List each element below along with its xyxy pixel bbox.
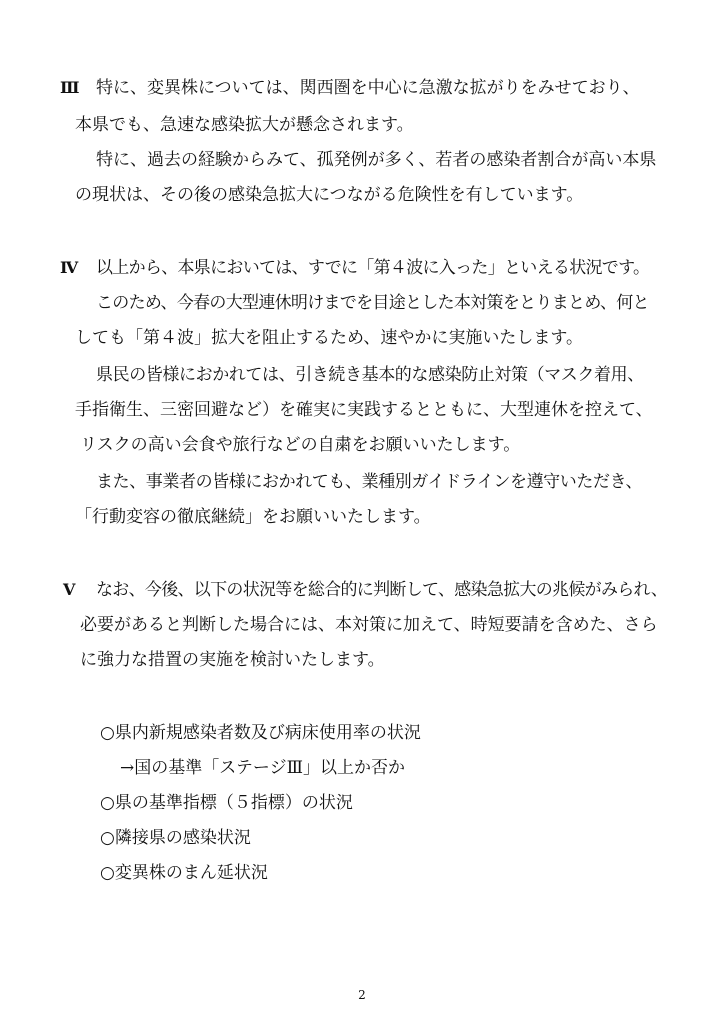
list-item: ○隣接県の感染状況 — [100, 828, 251, 848]
list-item: ○県の基準指標（５指標）の状況 — [100, 793, 353, 813]
list-sub-item: →国の基準「ステージⅢ」以上か否か — [120, 758, 405, 778]
paragraph-line: 手指衛生、三密回避など）を確実に実践するとともに、大型連休を控えて、 — [75, 400, 653, 420]
list-item: ○変異株のまん延状況 — [100, 863, 268, 883]
paragraph-line: このため、今春の大型連休明けまでを目途とした本対策をとりまとめ、何と — [96, 293, 649, 313]
paragraph-line: リスクの高い会食や旅行などの自粛をお願いいたします。 — [80, 435, 521, 455]
paragraph-line: 特に、変異株については、関西圏を中心に急激な拡がりをみせており、 — [96, 78, 640, 98]
paragraph-line: しても「第４波」拡大を阻止するため、速やかに実施いたします。 — [75, 328, 583, 348]
section-numeral: Ⅴ — [63, 580, 76, 599]
paragraph-line: 特に、過去の経験からみて、孤発例が多く、若者の感染者割合が高い本県 — [96, 150, 657, 170]
paragraph-line: 本県でも、急速な感染拡大が懸念されます。 — [75, 115, 414, 135]
page-number: 2 — [358, 988, 366, 1002]
section-numeral: Ⅲ — [60, 78, 80, 97]
paragraph-line: また、事業者の皆様におかれても、業種別ガイドラインを遵守いただき、 — [96, 472, 643, 492]
paragraph-line: 県民の皆様におかれては、引き続き基本的な感染防止対策（マスク着用、 — [96, 365, 644, 385]
paragraph-line: 「行動変容の徹底継続」をお願いいたします。 — [75, 507, 431, 527]
paragraph-line: 必要があると判断した場合には、本対策に加えて、時短要請を含めた、さら — [80, 615, 658, 635]
paragraph-line: 以上から、本県においては、すでに「第４波に入った」といえる状況です。 — [96, 258, 650, 278]
list-item: ○県内新規感染者数及び病床使用率の状況 — [100, 723, 421, 743]
paragraph-line: なお、今後、以下の状況等を総合的に判断して、感染急拡大の兆候がみられ、 — [96, 580, 668, 600]
paragraph-line: の現状は、その後の感染急拡大につながる危険性を有しています。 — [75, 185, 584, 205]
section-numeral: Ⅳ — [60, 258, 79, 277]
paragraph-line: に強力な措置の実施を検討いたします。 — [80, 650, 385, 670]
